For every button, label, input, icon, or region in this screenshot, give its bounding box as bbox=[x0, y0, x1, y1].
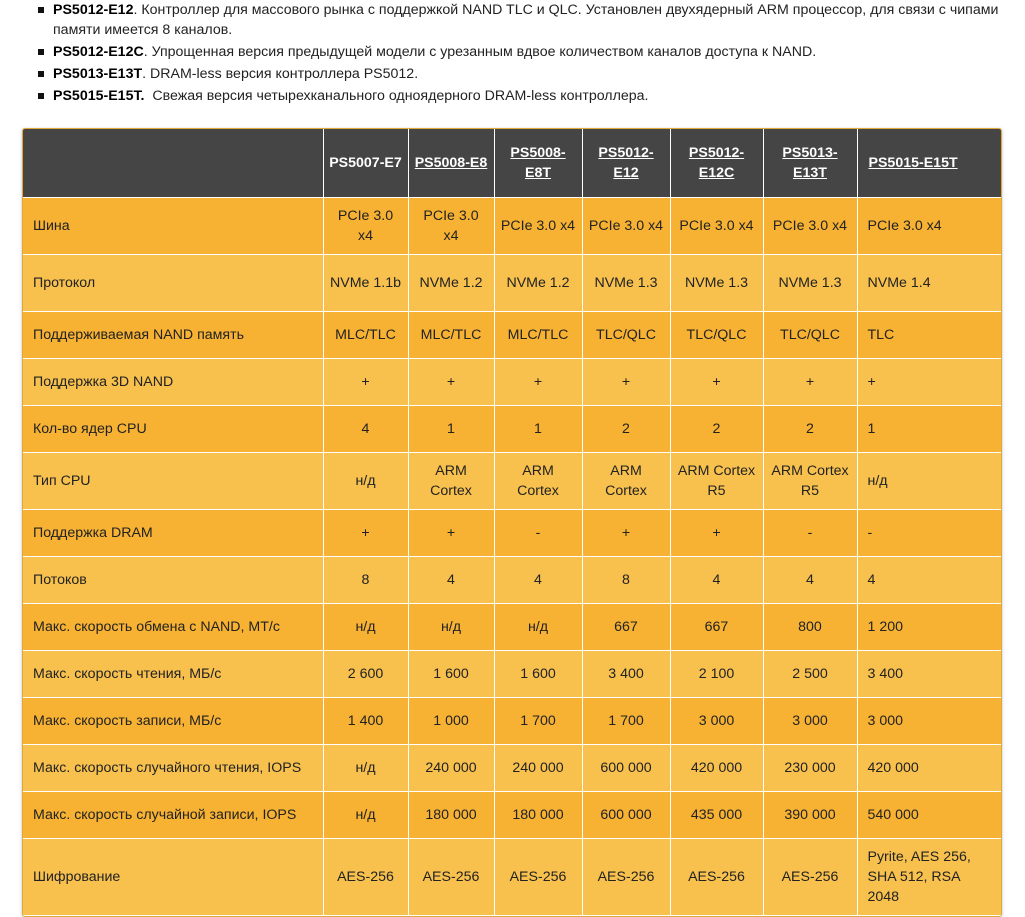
column-header-label[interactable]: PS5012-E12 bbox=[598, 145, 654, 181]
column-header-label[interactable]: PS5012-E12C bbox=[688, 145, 745, 181]
table-cell: PCIe 3.0 x4 bbox=[857, 198, 1001, 255]
list-item bbox=[0, 64, 1025, 84]
table-body bbox=[23, 198, 1001, 916]
row-label: Макс. скорость случайного чтения, IOPS bbox=[23, 745, 323, 792]
table-cell: 667 bbox=[670, 604, 763, 651]
table-row bbox=[23, 198, 1001, 255]
header-cell-empty bbox=[23, 129, 323, 198]
table-cell: 600 000 bbox=[582, 792, 670, 839]
controller-name: PS5012-E12C bbox=[53, 44, 144, 60]
table-cell: PCIe 3.0 x4 bbox=[323, 198, 408, 255]
controller-name: PS5013-E13T bbox=[53, 66, 143, 82]
table-cell: AES-256 bbox=[323, 839, 408, 916]
table-cell: AES-256 bbox=[408, 839, 494, 916]
column-header-label[interactable]: PS5008-E8 bbox=[414, 155, 488, 171]
column-header[interactable] bbox=[670, 129, 763, 198]
table-cell: 2 600 bbox=[323, 651, 408, 698]
table-cell: 2 bbox=[670, 406, 763, 453]
table-cell: 2 500 bbox=[763, 651, 857, 698]
table-cell: MLC/TLC bbox=[408, 312, 494, 359]
table-cell: 8 bbox=[582, 557, 670, 604]
list-item bbox=[0, 0, 1025, 40]
table-cell: NVMe 1.1b bbox=[323, 255, 408, 312]
table-cell: + bbox=[408, 359, 494, 406]
table-cell: 240 000 bbox=[408, 745, 494, 792]
table-cell: PCIe 3.0 x4 bbox=[582, 198, 670, 255]
table-cell: TLC/QLC bbox=[763, 312, 857, 359]
controller-description: . DRAM-less версия контроллера PS5012. bbox=[142, 66, 419, 82]
table-cell: NVMe 1.3 bbox=[582, 255, 670, 312]
table-cell: 1 bbox=[408, 406, 494, 453]
table-cell: 2 bbox=[582, 406, 670, 453]
table-cell: + bbox=[582, 359, 670, 406]
table-cell: PCIe 3.0 x4 bbox=[670, 198, 763, 255]
table-cell: AES-256 bbox=[763, 839, 857, 916]
table-cell: н/д bbox=[323, 453, 408, 510]
table-cell: 1 600 bbox=[494, 651, 582, 698]
column-header[interactable] bbox=[494, 129, 582, 198]
table-cell: ARM Cortex R5 bbox=[670, 453, 763, 510]
table-cell: 1 400 bbox=[323, 698, 408, 745]
row-label: Кол-во ядер CPU bbox=[23, 406, 323, 453]
table-cell: 4 bbox=[323, 406, 408, 453]
table-cell: 420 000 bbox=[857, 745, 1001, 792]
table-cell: 1 700 bbox=[494, 698, 582, 745]
table-row bbox=[23, 510, 1001, 557]
table-cell: 4 bbox=[857, 557, 1001, 604]
controller-description: Свежая версия четырехканального одноядерного DRAM-less контроллера. bbox=[144, 88, 649, 104]
table-cell: 1 200 bbox=[857, 604, 1001, 651]
table-cell: 1 bbox=[494, 406, 582, 453]
table-cell: 667 bbox=[582, 604, 670, 651]
table-cell: 2 bbox=[763, 406, 857, 453]
table-cell: 4 bbox=[494, 557, 582, 604]
table-row bbox=[23, 359, 1001, 406]
table-cell: TLC/QLC bbox=[670, 312, 763, 359]
row-label: Макс. скорость чтения, МБ/с bbox=[23, 651, 323, 698]
column-header-label[interactable]: PS5013-E13T bbox=[782, 145, 838, 181]
table-cell: 600 000 bbox=[582, 745, 670, 792]
table-cell: 240 000 bbox=[494, 745, 582, 792]
table-cell: 180 000 bbox=[494, 792, 582, 839]
table-cell: PCIe 3.0 x4 bbox=[408, 198, 494, 255]
table-cell: + bbox=[408, 510, 494, 557]
row-label: Макс. скорость случайной записи, IOPS bbox=[23, 792, 323, 839]
table-cell: н/д bbox=[323, 745, 408, 792]
table-cell: + bbox=[323, 510, 408, 557]
column-header-label[interactable]: PS5015-E15T bbox=[868, 155, 958, 171]
table-cell: 1 000 bbox=[408, 698, 494, 745]
controller-list bbox=[0, 0, 1025, 106]
table-cell: 4 bbox=[408, 557, 494, 604]
table-cell: NVMe 1.3 bbox=[670, 255, 763, 312]
table-row bbox=[23, 406, 1001, 453]
table-cell: ARM Cortex bbox=[582, 453, 670, 510]
table-cell: + bbox=[582, 510, 670, 557]
table-cell: AES-256 bbox=[494, 839, 582, 916]
controller-name: PS5012-E12 bbox=[53, 2, 134, 18]
table-cell: + bbox=[670, 359, 763, 406]
row-label: Шина bbox=[23, 198, 323, 255]
comparison-table-container bbox=[22, 128, 1002, 917]
list-item bbox=[0, 86, 1025, 106]
intro-section bbox=[0, 0, 1025, 108]
table-cell: PCIe 3.0 x4 bbox=[494, 198, 582, 255]
table-cell: 3 000 bbox=[763, 698, 857, 745]
table-cell: + bbox=[763, 359, 857, 406]
table-cell: 4 bbox=[763, 557, 857, 604]
table-cell: ARM Cortex bbox=[408, 453, 494, 510]
table-cell: н/д bbox=[323, 792, 408, 839]
controller-comparison-table bbox=[23, 129, 1001, 916]
table-cell: - bbox=[857, 510, 1001, 557]
table-cell: NVMe 1.4 bbox=[857, 255, 1001, 312]
column-header-label[interactable]: PS5008-E8T bbox=[510, 145, 566, 181]
table-cell: ARM Cortex bbox=[494, 453, 582, 510]
table-cell: 1 bbox=[857, 406, 1001, 453]
controller-description: . Контроллер для массового рынка с поддержкой NAND TLC и QLC. Установлен двухядерный ARM процессор, для связи с чипами памяти имеется 8 каналов. bbox=[53, 2, 999, 38]
table-cell: 420 000 bbox=[670, 745, 763, 792]
row-label: Тип CPU bbox=[23, 453, 323, 510]
table-cell: AES-256 bbox=[670, 839, 763, 916]
table-cell: 3 400 bbox=[582, 651, 670, 698]
table-cell: AES-256 bbox=[582, 839, 670, 916]
table-cell: 3 400 bbox=[857, 651, 1001, 698]
table-cell: Pyrite, AES 256, SHA 512, RSA 2048 bbox=[857, 839, 1001, 916]
table-cell: 230 000 bbox=[763, 745, 857, 792]
table-row bbox=[23, 698, 1001, 745]
table-cell: + bbox=[494, 359, 582, 406]
table-row bbox=[23, 651, 1001, 698]
table-cell: 1 700 bbox=[582, 698, 670, 745]
table-cell: 800 bbox=[763, 604, 857, 651]
table-cell: + bbox=[670, 510, 763, 557]
table-cell: 1 600 bbox=[408, 651, 494, 698]
table-cell: TLC bbox=[857, 312, 1001, 359]
controller-description: . Упрощенная версия предыдущей модели с урезанным вдвое количеством каналов доступа к NAND. bbox=[143, 44, 817, 60]
table-cell: 435 000 bbox=[670, 792, 763, 839]
table-row bbox=[23, 839, 1001, 916]
list-item bbox=[0, 42, 1025, 62]
table-row bbox=[23, 792, 1001, 839]
column-header bbox=[323, 129, 408, 198]
row-label: Протокол bbox=[23, 255, 323, 312]
table-cell: 3 000 bbox=[670, 698, 763, 745]
table-row bbox=[23, 453, 1001, 510]
table-cell: NVMe 1.3 bbox=[763, 255, 857, 312]
table-cell: 390 000 bbox=[763, 792, 857, 839]
row-label: Поддерживаемая NAND память bbox=[23, 312, 323, 359]
column-header[interactable] bbox=[408, 129, 494, 198]
column-header[interactable] bbox=[763, 129, 857, 198]
table-cell: MLC/TLC bbox=[323, 312, 408, 359]
table-row bbox=[23, 255, 1001, 312]
table-cell: - bbox=[763, 510, 857, 557]
table-cell: н/д bbox=[494, 604, 582, 651]
table-cell: н/д bbox=[857, 453, 1001, 510]
row-label: Шифрование bbox=[23, 839, 323, 916]
table-header-row bbox=[23, 129, 1001, 198]
table-row bbox=[23, 312, 1001, 359]
table-cell: - bbox=[494, 510, 582, 557]
table-cell: PCIe 3.0 x4 bbox=[763, 198, 857, 255]
table-cell: 8 bbox=[323, 557, 408, 604]
table-cell: ARM Cortex R5 bbox=[763, 453, 857, 510]
table-cell: NVMe 1.2 bbox=[408, 255, 494, 312]
table-row bbox=[23, 745, 1001, 792]
table-cell: MLC/TLC bbox=[494, 312, 582, 359]
table-cell: NVMe 1.2 bbox=[494, 255, 582, 312]
table-cell: + bbox=[857, 359, 1001, 406]
row-label: Поддержка 3D NAND bbox=[23, 359, 323, 406]
table-cell: 3 000 bbox=[857, 698, 1001, 745]
table-cell: + bbox=[323, 359, 408, 406]
table-cell: 180 000 bbox=[408, 792, 494, 839]
row-label: Поддержка DRAM bbox=[23, 510, 323, 557]
column-header[interactable] bbox=[857, 129, 1001, 198]
column-header-label: PS5007-E7 bbox=[329, 155, 402, 171]
table-cell: 4 bbox=[670, 557, 763, 604]
table-cell: н/д bbox=[323, 604, 408, 651]
row-label: Макс. скорость обмена с NAND, MT/c bbox=[23, 604, 323, 651]
table-cell: н/д bbox=[408, 604, 494, 651]
row-label: Потоков bbox=[23, 557, 323, 604]
table-row bbox=[23, 557, 1001, 604]
table-cell: TLC/QLC bbox=[582, 312, 670, 359]
table-cell: 540 000 bbox=[857, 792, 1001, 839]
controller-name: PS5015-E15T. bbox=[53, 88, 145, 104]
row-label: Макс. скорость записи, МБ/с bbox=[23, 698, 323, 745]
column-header[interactable] bbox=[582, 129, 670, 198]
table-cell: 2 100 bbox=[670, 651, 763, 698]
table-row bbox=[23, 604, 1001, 651]
